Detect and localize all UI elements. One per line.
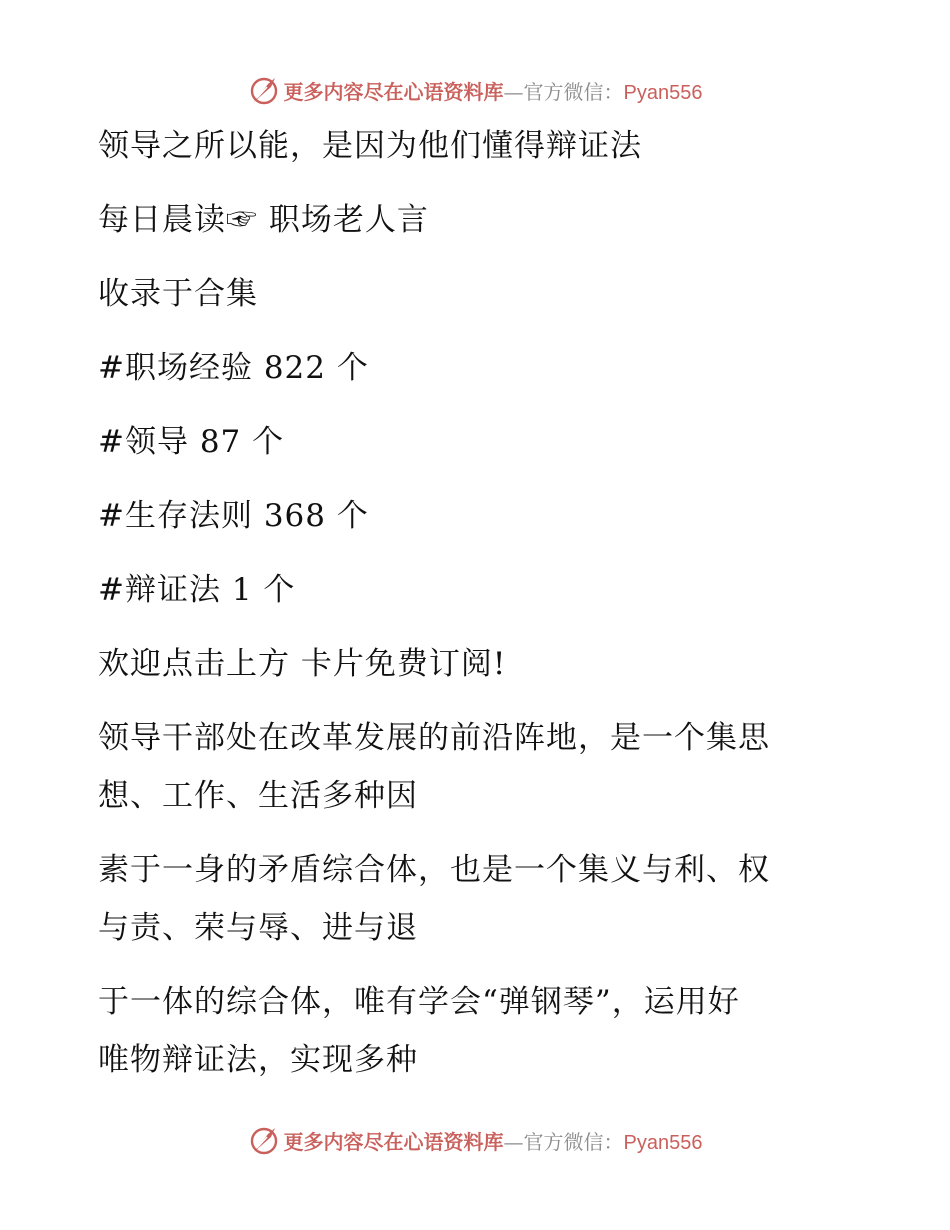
column-name: 每日晨读☞ 职场老人言 — [98, 202, 429, 238]
watermark-label: 官方微信： — [523, 1129, 624, 1154]
quill-logo-icon — [248, 74, 280, 106]
paragraph-line: 领导干部处在改革发展的前沿阵地，是一个集思 — [98, 720, 770, 756]
paragraph-line: 与责、荣与辱、进与退 — [98, 910, 418, 946]
tag-line: #职场经验 822 个 — [98, 350, 369, 386]
header-watermark — [0, 70, 950, 110]
paragraph-line: 想、工作、生活多种因 — [98, 778, 418, 814]
quill-logo-icon — [248, 1124, 280, 1156]
footer-watermark — [0, 1120, 950, 1160]
watermark-wechat-id: Pyan556 — [623, 1131, 703, 1154]
tag-line: #辩证法 1 个 — [98, 572, 296, 608]
article-title: 领导之所以能，是因为他们懂得辩证法 — [98, 128, 642, 164]
watermark-title: 更多内容尽在心语资料库 — [283, 1129, 504, 1154]
watermark-wechat-id: Pyan556 — [623, 81, 703, 104]
paragraph-line: 于一体的综合体，唯有学会“弹钢琴”，运用好 — [98, 984, 740, 1020]
paragraph-line: 素于一身的矛盾综合体，也是一个集义与利、权 — [98, 852, 770, 888]
tag-line: #领导 87 个 — [98, 424, 285, 460]
tag-line: #生存法则 368 个 — [98, 498, 369, 534]
watermark-dash: — — [503, 1129, 524, 1154]
collection-label: 收录于合集 — [98, 276, 258, 312]
watermark-label: 官方微信： — [523, 79, 624, 104]
watermark-title: 更多内容尽在心语资料库 — [283, 79, 504, 104]
watermark-dash: — — [503, 79, 524, 104]
subscribe-prompt: 欢迎点击上方 卡片免费订阅! — [98, 646, 507, 682]
paragraph-line: 唯物辩证法，实现多种 — [98, 1042, 418, 1078]
